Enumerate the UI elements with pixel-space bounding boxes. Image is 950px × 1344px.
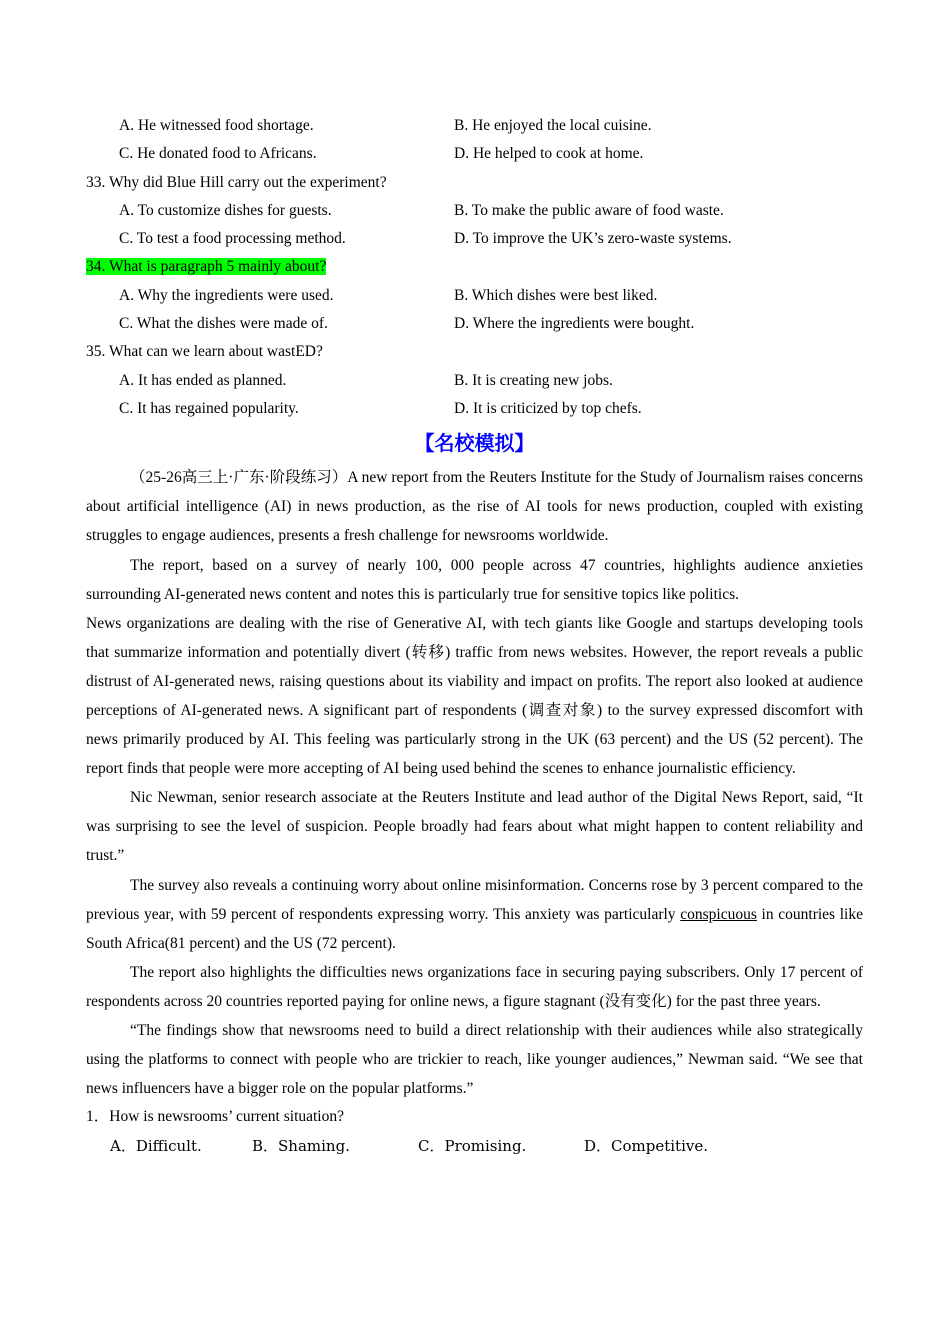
q35-option-c: C. It has regained popularity. xyxy=(119,399,299,417)
q33-stem: 33. Why did Blue Hill carry out the experiment? xyxy=(86,173,387,191)
q35-option-a: A. It has ended as planned. xyxy=(119,371,287,389)
q1-option-b: B．Shaming. xyxy=(252,1136,350,1155)
passage-paragraph-4: Nic Newman, senior research associate at the Reuters Institute and lead author of the Digital News Report, said, “It was surprising to see the level of suspicion. People broadly had fears about what might happen to content reliability and trust.” xyxy=(86,789,863,865)
q32-options-row-1 xyxy=(86,112,863,140)
q1-options-row xyxy=(86,1132,863,1160)
q32-option-d: D. He helped to cook at home. xyxy=(454,145,644,163)
q34-options-row-1 xyxy=(86,282,863,310)
passage-paragraph-1-text: A new report from the Reuters Institute for the Study of Journalism raises concerns about artificial intelligence (AI) in news production, as the rise of AI tools for news production, coupled with existing struggles to engage audiences, presents a fresh challenge for newsrooms worldwide. xyxy=(86,469,863,545)
passage-paragraph-5 xyxy=(86,871,863,958)
q34-stem-line xyxy=(86,253,863,281)
q32-option-b: B. He enjoyed the local cuisine. xyxy=(454,117,652,134)
passage-paragraph-1 xyxy=(86,463,863,550)
q1-option-c: C．Promising. xyxy=(418,1136,527,1155)
q33-option-d: D. To improve the UK’s zero-waste systems. xyxy=(454,230,732,248)
passage-paragraph-7: “The findings show that newsrooms need to build a direct relationship with their audiences while also strategically using the platforms to connect with people who are trickier to reach, like younger audiences,” Newman said. “We see that news influencers have a bigger role on the popular platforms.” xyxy=(86,1022,863,1098)
q1-option-d: D．Competitive. xyxy=(584,1136,709,1155)
q35-options-row-2 xyxy=(86,395,863,423)
q35-stem: 35. What can we learn about wastED? xyxy=(86,343,323,361)
passage-paragraph-5-after: in countries like South Africa(81 percent) and the US (72 percent). xyxy=(86,905,863,952)
q34-stem-highlighted: 34. What is paragraph 5 mainly about? xyxy=(86,258,327,276)
q32-options-row-2 xyxy=(86,140,863,168)
document-page xyxy=(86,112,863,1160)
q35-option-b: B. It is creating new jobs. xyxy=(454,371,613,389)
q1-stem: 1．How is newsrooms’ current situation? xyxy=(86,1108,344,1126)
q32-option-c: C. He donated food to Africans. xyxy=(119,145,317,163)
passage-paragraph-2: The report, based on a survey of nearly 100, 000 people across 47 countries, highlights audience anxieties surrounding AI-generated news content and notes this is particularly true for sensitive topics like politics. xyxy=(86,556,863,603)
q33-options-row-2 xyxy=(86,225,863,253)
q1-option-a: A．Difficult. xyxy=(110,1136,202,1155)
passage-paragraph-5-before: The survey also reveals a continuing worry about online misinformation. Concerns rose by 3 percent compared to the previous year, with 59 percent of respondents expressing worry. This anxiety was particularly xyxy=(86,876,863,923)
section-title: 【名校模拟】 xyxy=(414,431,535,456)
passage-paragraph-6: The report also highlights the difficulties news organizations face in securing paying subscribers. Only 17 percent of respondents across 20 countries reported paying for online news, a figure stagnant (没有变化) for the past three years. xyxy=(86,963,863,1010)
q32-option-a: A. He witnessed food shortage. xyxy=(119,117,314,134)
q33-option-c: C. To test a food processing method. xyxy=(119,230,346,248)
q33-option-b: B. To make the public aware of food waste. xyxy=(454,201,724,219)
passage-source: （25-26高三上·广东·阶段练习） xyxy=(130,469,348,487)
q34-options-row-2 xyxy=(86,310,863,338)
q34-option-b: B. Which dishes were best liked. xyxy=(454,286,658,304)
q34-option-d: D. Where the ingredients were bought. xyxy=(454,315,695,333)
q34-option-c: C. What the dishes were made of. xyxy=(119,315,328,333)
q35-options-row-1 xyxy=(86,367,863,395)
q33-option-a: A. To customize dishes for guests. xyxy=(119,201,332,219)
underlined-word: conspicuous xyxy=(680,905,757,923)
q33-options-row-1 xyxy=(86,197,863,225)
q35-option-d: D. It is criticized by top chefs. xyxy=(454,399,642,417)
passage-paragraph-3: News organizations are dealing with the rise of Generative AI, with tech giants like Google and startups developing tools that summarize information and potentially divert (转移) traffic from news websites. However, the report reveals a public distrust of AI-generated news, raising questions about its viability and impact on profits. The report also looked at audience perceptions of AI-generated news. A significant part of respondents (调查对象) to the survey expressed discomfort with news primarily produced by AI. This feeling was particularly strong in the UK (63 percent) and the US (52 percent). The report finds that people were more accepting of AI being used behind the scenes to enhance journalistic efficiency. xyxy=(86,614,863,778)
q34-option-a: A. Why the ingredients were used. xyxy=(119,286,334,304)
